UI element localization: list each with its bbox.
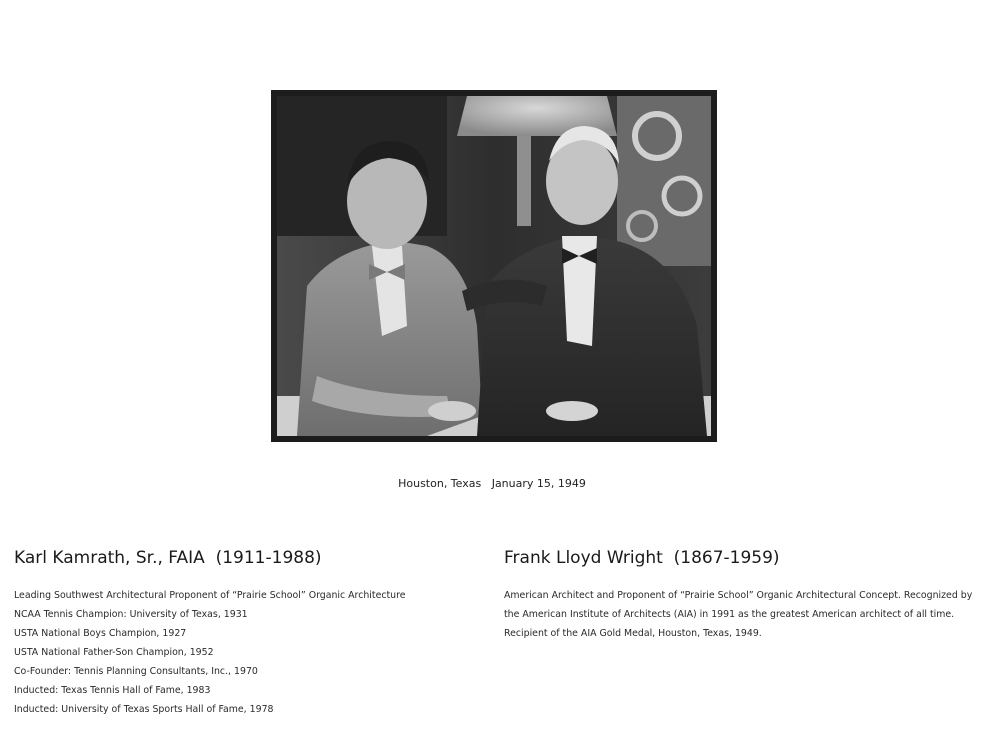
achievement-line: NCAA Tennis Champion: University of Texas, 1931: [14, 609, 248, 620]
achievement-line: Leading Southwest Architectural Proponent of “Prairie School” Organic Architecture: [14, 590, 406, 601]
karl-kamrath-achievements: [14, 586, 494, 719]
portrait-photo-icon: [277, 96, 711, 436]
frank-lloyd-wright-description: American Architect and Proponent of “Prairie School” Organic Architectural Concept. Recognized by the American Institute of Architects (AIA) in 1991 as the greatest American architect of all time. Recipient of the AIA Gold Medal, Houston, Texas, 1949.: [504, 590, 973, 639]
achievement-line: Inducted: Texas Tennis Hall of Fame, 1983: [14, 685, 211, 696]
achievement-line: USTA National Father-Son Champion, 1952: [14, 647, 214, 658]
karl-kamrath-bio: [14, 548, 494, 719]
frank-lloyd-wright-bio: [504, 548, 974, 643]
achievement-line: Inducted: University of Texas Sports Hall of Fame, 1978: [14, 704, 274, 715]
achievement-line: USTA National Boys Champion, 1927: [14, 628, 187, 639]
achievement-line: Co-Founder: Tennis Planning Consultants, Inc., 1970: [14, 666, 258, 677]
frank-lloyd-wright-heading: Frank Lloyd Wright (1867-1959): [504, 548, 780, 568]
photo-caption: Houston, Texas January 15, 1949: [398, 477, 586, 490]
karl-kamrath-heading: Karl Kamrath, Sr., FAIA (1911-1988): [14, 548, 322, 568]
historic-photo: [271, 90, 717, 442]
